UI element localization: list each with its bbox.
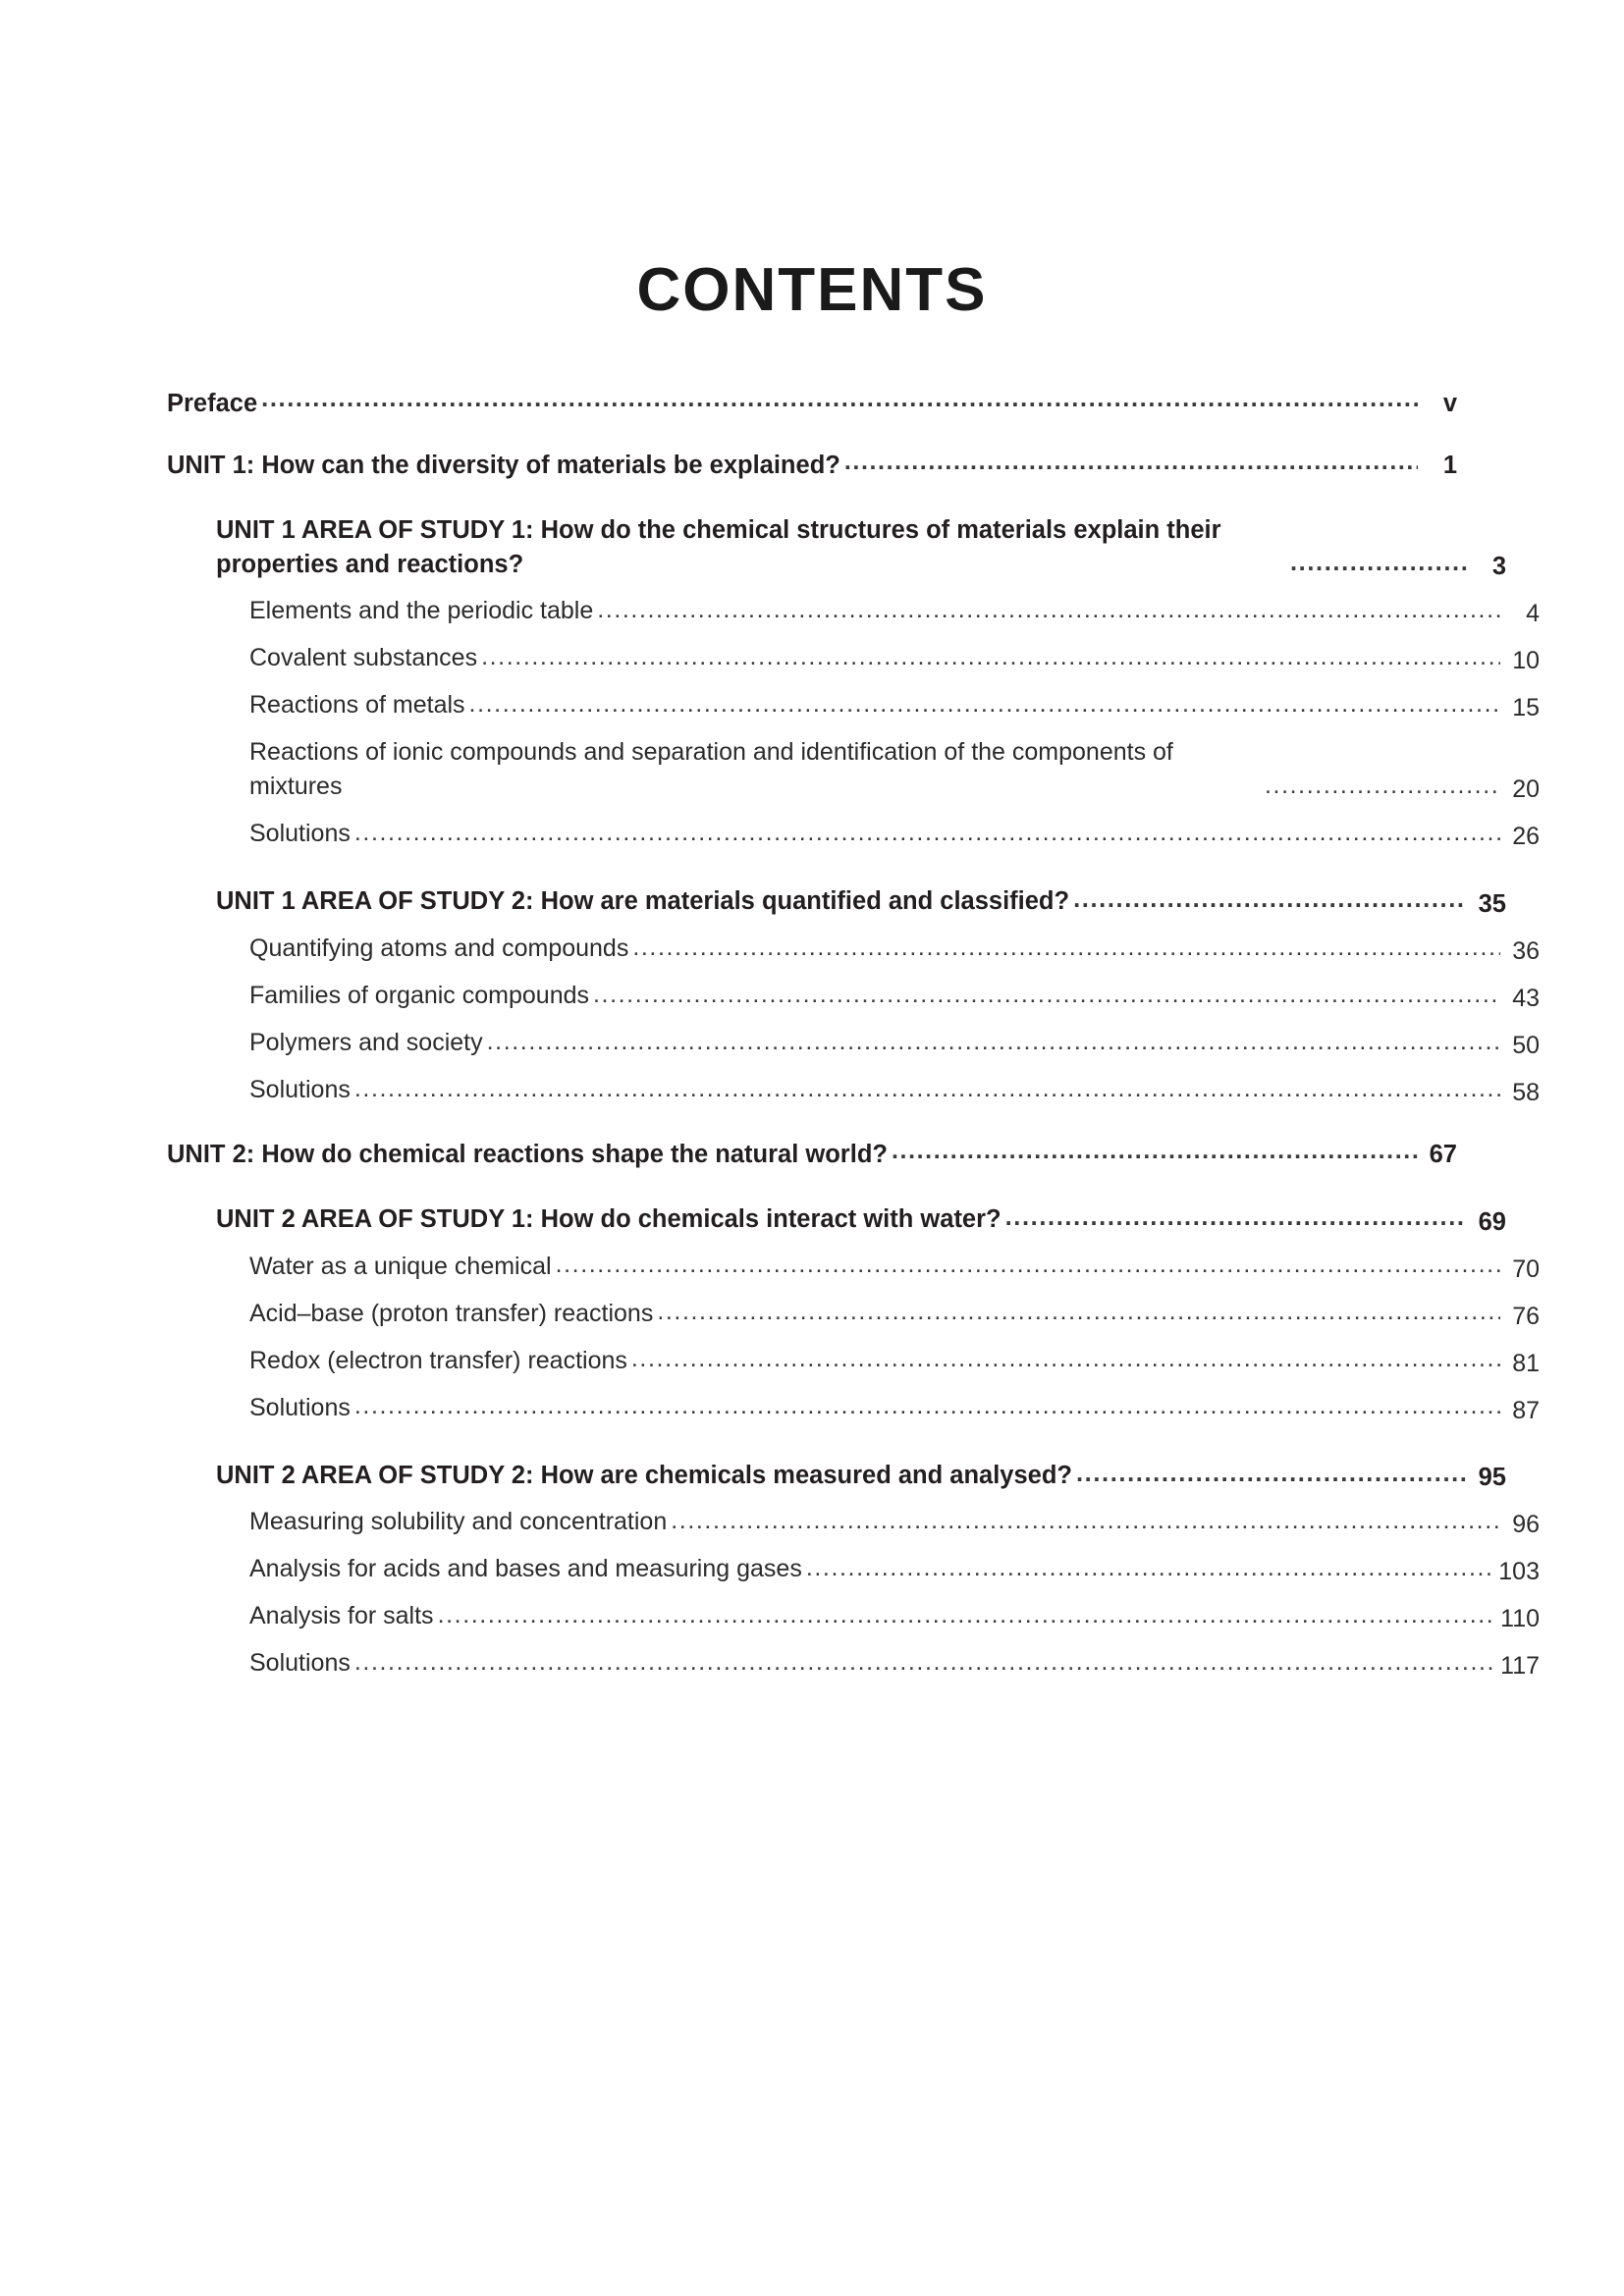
dot-leader	[261, 394, 1418, 419]
toc-entry-label-wrap	[216, 884, 1069, 919]
toc-entry-label: UNIT 2 AREA OF STUDY 2: How are chemicals measured and analysed?	[216, 1461, 1072, 1489]
toc-entry-preface[interactable]	[167, 390, 1457, 418]
dot-leader	[487, 1036, 1500, 1060]
dot-leader	[597, 604, 1500, 628]
toc-entry-chapter[interactable]	[249, 1026, 1540, 1060]
dot-leader	[671, 1515, 1500, 1539]
toc-entry-unit[interactable]	[167, 1141, 1457, 1169]
dot-leader	[469, 698, 1500, 722]
toc-entry-chapter[interactable]	[249, 1297, 1540, 1331]
toc-entry-label-wrap	[249, 735, 1261, 804]
toc-entry-label: UNIT 1 AREA OF STUDY 1: How do the chemical structures of materials explain their properties and reactions?	[216, 516, 1221, 578]
toc-entry-page-number: 3	[1491, 553, 1506, 581]
toc-entry-page-number: 43	[1512, 985, 1540, 1013]
toc-entry-chapter[interactable]	[249, 1599, 1540, 1633]
toc-entry-page-number: 103	[1498, 1558, 1540, 1586]
toc-entry-aos[interactable]	[216, 884, 1506, 919]
dot-leader	[1076, 1468, 1467, 1493]
toc-entry-page-number: 26	[1512, 823, 1540, 851]
toc-entry-chapter[interactable]	[249, 688, 1540, 722]
toc-entry-page-number: 1	[1442, 452, 1457, 479]
toc-entry-page-number: 87	[1512, 1396, 1540, 1424]
toc-entry-label: Solutions	[249, 1393, 351, 1421]
toc-entry-label: Analysis for acids and bases and measuring gases	[249, 1555, 802, 1583]
toc-entry-label: Analysis for salts	[249, 1602, 434, 1630]
toc-entry-page-number: 36	[1512, 937, 1540, 966]
toc-entry-label-wrap	[249, 688, 465, 722]
toc-entry-page-number: 117	[1500, 1652, 1540, 1681]
dot-leader	[556, 1259, 1500, 1284]
toc-entry-chapter[interactable]	[249, 1073, 1540, 1107]
toc-entry-label-wrap	[249, 594, 593, 628]
dot-leader	[593, 988, 1500, 1013]
toc-entry-page-number: v	[1442, 390, 1457, 417]
toc-entry-chapter[interactable]	[249, 1250, 1540, 1284]
toc-entry-label: UNIT 1 AREA OF STUDY 2: How are materials quantified and classified?	[216, 887, 1070, 916]
toc-entry-label: Solutions	[249, 1649, 351, 1678]
toc-entry-label-wrap	[249, 1073, 351, 1107]
toc-entry-label-wrap	[249, 1250, 552, 1284]
dot-leader	[844, 455, 1418, 481]
toc-entry-label-wrap	[249, 1505, 667, 1539]
dot-leader	[1290, 557, 1467, 582]
dot-leader	[438, 1609, 1495, 1633]
dot-leader	[354, 827, 1500, 851]
toc-entry-label: Preface	[167, 390, 258, 417]
toc-entry-label-wrap	[249, 817, 351, 851]
toc-entry-label-wrap	[167, 390, 257, 418]
toc-entry-label: UNIT 2: How do chemical reactions shape the natural world?	[167, 1141, 888, 1169]
toc-entry-page-number: 10	[1512, 647, 1540, 675]
toc-entry-label: Measuring solubility and concentration	[249, 1508, 668, 1536]
dot-leader	[1005, 1211, 1467, 1237]
toc-entry-label: Reactions of metals	[249, 691, 465, 720]
dot-leader	[631, 1354, 1500, 1378]
toc-entry-chapter[interactable]	[249, 817, 1540, 851]
toc-entry-page-number: 15	[1512, 694, 1540, 722]
toc-entry-label-wrap	[249, 641, 477, 675]
toc-entry-label: UNIT 1: How can the diversity of materials be explained?	[167, 452, 840, 479]
toc-entry-label-wrap	[249, 1552, 802, 1586]
toc-entry-chapter[interactable]	[249, 641, 1540, 675]
toc-entry-unit[interactable]	[167, 452, 1457, 480]
dot-leader	[354, 1083, 1500, 1107]
toc-entry-label-wrap	[249, 1297, 653, 1331]
dot-leader	[1073, 894, 1467, 920]
toc-entry-page-number: 67	[1429, 1141, 1457, 1169]
dot-leader	[354, 1401, 1500, 1425]
toc-entry-label-wrap	[249, 1646, 351, 1681]
table-of-contents-list	[167, 390, 1540, 1681]
toc-entry-page-number: 110	[1500, 1605, 1540, 1633]
toc-entry-label: Elements and the periodic table	[249, 597, 594, 625]
toc-entry-label-wrap	[249, 1391, 351, 1425]
toc-entry-label: Redox (electron transfer) reactions	[249, 1346, 627, 1374]
dot-leader	[354, 1656, 1494, 1681]
dot-leader	[806, 1562, 1492, 1586]
toc-entry-label-wrap	[216, 1459, 1072, 1493]
toc-entry-page-number: 76	[1512, 1302, 1540, 1330]
toc-entry-label-wrap	[249, 1344, 627, 1378]
toc-entry-chapter[interactable]	[249, 932, 1540, 966]
toc-entry-chapter[interactable]	[249, 594, 1540, 628]
toc-entry-label: Water as a unique chemical	[249, 1252, 552, 1280]
dot-leader	[892, 1145, 1418, 1170]
toc-entry-label-wrap	[216, 513, 1286, 581]
toc-entry-label: Quantifying atoms and compounds	[249, 934, 629, 963]
dot-leader	[481, 651, 1500, 675]
toc-entry-page-number: 50	[1512, 1032, 1540, 1060]
toc-entry-chapter[interactable]	[249, 1505, 1540, 1539]
toc-entry-page-number: 35	[1478, 890, 1506, 919]
toc-entry-page-number: 96	[1512, 1511, 1540, 1539]
toc-entry-label-wrap	[249, 932, 628, 966]
toc-entry-page-number: 69	[1478, 1207, 1506, 1236]
page-title: CONTENTS	[636, 256, 988, 324]
toc-entry-label: Solutions	[249, 820, 351, 848]
toc-entry-label: UNIT 2 AREA OF STUDY 1: How do chemicals interact with water?	[216, 1205, 1001, 1234]
toc-entry-page-number: 20	[1512, 775, 1540, 804]
toc-entry-label-wrap	[249, 1599, 434, 1633]
toc-entry-label-wrap	[249, 979, 589, 1013]
toc-entry-chapter[interactable]	[249, 735, 1540, 804]
toc-entry-chapter[interactable]	[249, 1552, 1540, 1586]
toc-entry-label-wrap	[167, 452, 840, 480]
toc-entry-page-number: 81	[1512, 1349, 1540, 1377]
toc-entry-label-wrap	[216, 1202, 1001, 1237]
toc-entry-label: Polymers and society	[249, 1029, 483, 1057]
toc-entry-chapter[interactable]	[249, 979, 1540, 1013]
toc-entry-label: Families of organic compounds	[249, 982, 589, 1010]
toc-entry-label-wrap	[249, 1026, 483, 1060]
toc-entry-chapter[interactable]	[249, 1646, 1540, 1681]
toc-entry-label: Covalent substances	[249, 644, 478, 672]
toc-entry-page-number: 95	[1478, 1464, 1506, 1492]
toc-entry-chapter[interactable]	[249, 1391, 1540, 1425]
toc-entry-label: Acid–base (proton transfer) reactions	[249, 1299, 654, 1327]
toc-entry-aos[interactable]	[216, 513, 1506, 581]
toc-entry-aos[interactable]	[216, 1202, 1506, 1237]
toc-entry-aos[interactable]	[216, 1459, 1506, 1493]
toc-entry-page-number: 4	[1526, 600, 1540, 628]
toc-entry-label: Solutions	[249, 1076, 351, 1104]
dot-leader	[657, 1307, 1500, 1331]
toc-entry-page-number: 70	[1512, 1255, 1540, 1283]
toc-entry-chapter[interactable]	[249, 1344, 1540, 1378]
dot-leader	[632, 941, 1500, 966]
dot-leader	[1265, 779, 1500, 804]
toc-entry-label-wrap	[167, 1141, 888, 1169]
toc-entry-page-number: 58	[1512, 1079, 1540, 1107]
toc-entry-label: Reactions of ionic compounds and separation and identification of the components of mixtures	[249, 738, 1173, 801]
